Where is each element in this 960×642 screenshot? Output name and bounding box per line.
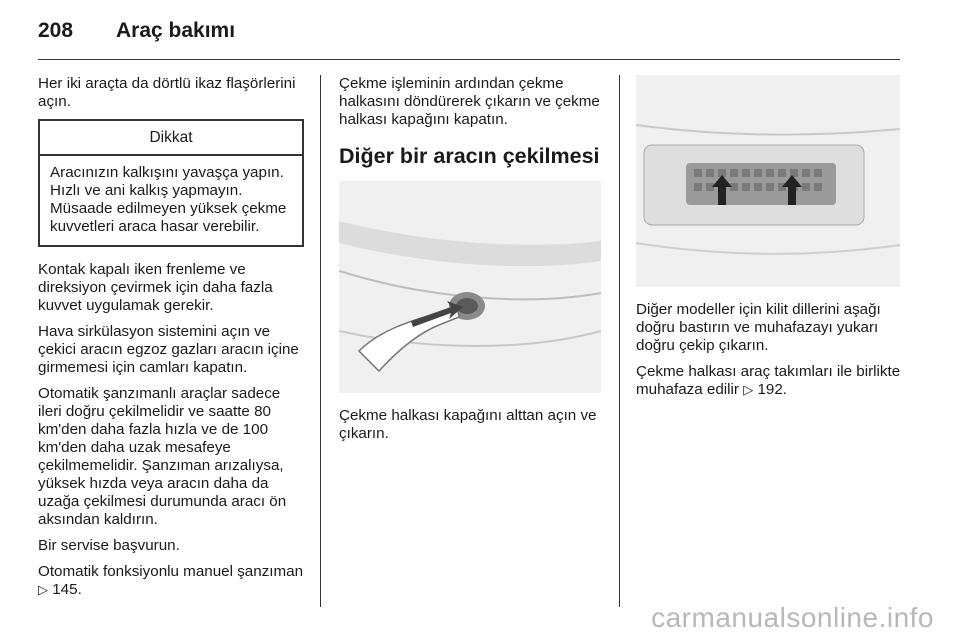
column-1 [38,75,304,607]
storage-text: Çekme halkası araç takımları ile birlikte muhafaza edilir [636,363,901,398]
page-ref-145[interactable]: 145. [52,581,82,598]
caution-body: Aracınızın kalkışını yavaşça yapın. Hızlı ve ani kalkış yapmayın. Müsaade edilmeyen yüksek çekme kuvvetleri araca hasar verebilir. [50,164,287,235]
triangle-ref-icon: ▷ [743,382,754,397]
column-3 [636,75,902,407]
header-rule [38,59,900,60]
column-2 [339,75,605,451]
paragraph-automatic-transmission: Otomatik şanzımanlı araçlar sadece ileri doğru çekilmelidir ve saatte 80 km'den daha fazla hızla ve de 100 km'den daha uzak mesafeye çekilmemelidir. Şanzıman arızalıysa, yüksek hızda veya aracın daha da uzağa çekilmesi durumunda aracı ön aksından kaldırın. [38,385,287,528]
column-divider-1 [320,75,321,607]
paragraph-storage [636,363,902,399]
paragraph-air-circulation: Hava sirkülasyon sistemini açın ve çekici aracın egzoz gazları aracın içine girmemesi için camları kapatın. [38,323,299,376]
column-divider-2 [619,75,620,607]
bumper-cover-illustration [339,181,601,393]
triangle-ref-icon: ▷ [38,582,48,597]
paragraph-service: Bir servise başvurun. [38,537,180,554]
paragraph-after-towing: Çekme işleminin ardından çekme halkasını döndürerek çıkarın ve çekme halkası kapağını kapatın. [339,75,600,128]
figure-caption: Çekme halkası kapağını alttan açın ve çıkarın. [339,407,597,442]
page-title: Araç bakımı [116,19,236,42]
caution-box [38,119,304,247]
page-ref-192[interactable]: 192. [757,381,788,398]
watermark: carmanualsonline.info [651,602,934,633]
page-header [38,14,235,48]
intro-paragraph: Her iki araçta da dörtlü ikaz flaşörlerini açın. [38,75,296,110]
section-heading: Diğer bir aracın çekilmesi [339,144,600,168]
manual-transmission-text: Otomatik fonksiyonlu manuel şanzıman [38,563,304,580]
paragraph-braking: Kontak kapalı iken frenleme ve direksiyon çevirmek için daha fazla kuvvet uygulamak gerekir. [38,261,273,314]
paragraph-manual-transmission [38,563,304,599]
caution-title: Dikkat [40,121,302,156]
paragraph-other-models: Diğer modeller için kilit dillerini aşağı doğru bastırın ve muhafazayı yukarı doğru çekip çıkarın. [636,301,881,354]
tow-eye-cover-illustration [636,75,900,287]
page-number: 208 [38,19,74,42]
